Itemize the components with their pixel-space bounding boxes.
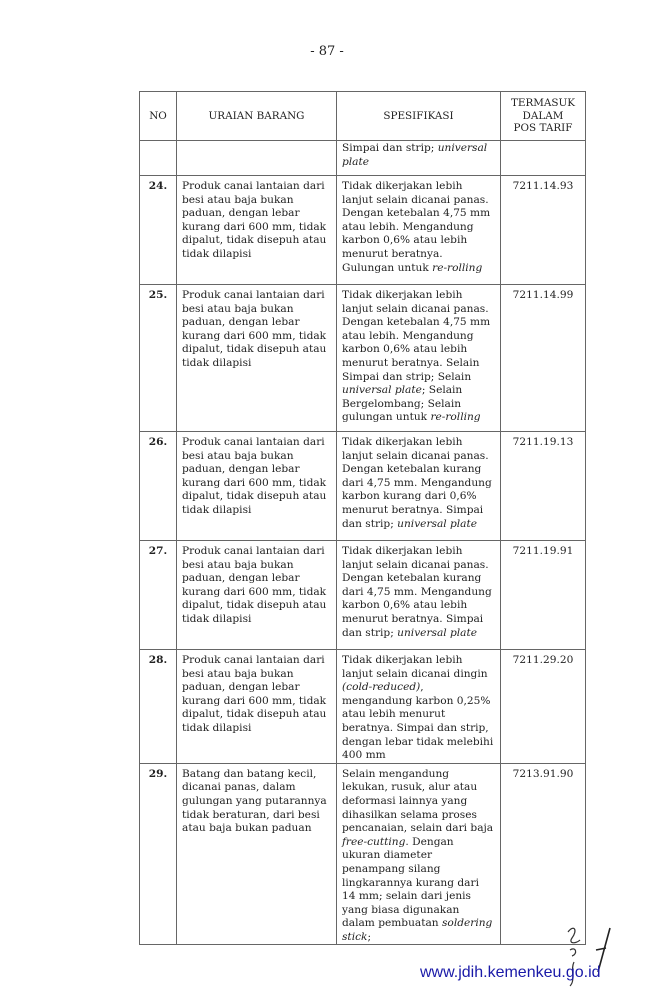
table-row: 28. Produk canai lantaian dari besi atau baja bukan paduan, dengan lebar kurang dari 600 mm, tidak dipalut, tidak disepuh atau tidak dilapisi Tidak dikerjakan lebih lanjut selain dicanai dingin (cold-reduced), mengandung karbon 0,25% atau lebih menurut beratnya. Simpai dan strip, dengan lebar tidak melebihi 400 mm 7211.29.20 xyxy=(140,650,586,764)
page-number: - 87 - xyxy=(310,44,344,59)
table-row: 24. Produk canai lantaian dari besi atau baja bukan paduan, dengan lebar kurang dari 600 mm, tidak dipalut, tidak disepuh atau tidak dilapisi Tidak dikerjakan lebih lanjut selain dicanai panas. Dengan ketebalan 4,75 mm atau lebih. Mengandung karbon 0,6% atau lebih menurut beratnya. Gulungan untuk re-rolling 7211.14.93 xyxy=(140,176,586,285)
header-pos-tarif: TERMASUK DALAM POS TARIF xyxy=(501,92,586,141)
header-no: NO xyxy=(140,92,177,141)
table-header xyxy=(140,92,586,141)
table-row: 26. Produk canai lantaian dari besi atau baja bukan paduan, dengan lebar kurang dari 600 mm, tidak dipalut, tidak disepuh atau tidak dilapisi Tidak dikerjakan lebih lanjut selain dicanai panas. Dengan ketebalan kurang dari 4,75 mm. Mengandung karbon kurang dari 0,6% menurut beratnya. Simpai dan strip; universal plate 7211.19.13 xyxy=(140,432,586,541)
table-row: 25. Produk canai lantaian dari besi atau baja bukan paduan, dengan lebar kurang dari 600 mm, tidak dipalut, tidak disepuh atau tidak dilapisi Tidak dikerjakan lebih lanjut selain dicanai panas. Dengan ketebalan 4,75 mm atau lebih. Mengandung karbon 0,6% atau lebih menurut beratnya. Selain Simpai dan strip; Selain universal plate; Selain Bergelombang; Selain gulungan untuk re-rolling 7211.14.99 xyxy=(140,285,586,432)
header-spesifikasi: SPESIFIKASI xyxy=(337,92,501,141)
spec-cell: Simpai dan strip; universal plate xyxy=(337,141,501,176)
table-row: 29. Batang dan batang kecil, dicanai panas, dalam gulungan yang putarannya tidak beraturan, dari besi atau baja bukan paduan Selain mengandung lekukan, rusuk, alur atau deformasi lainnya yang dihasilkan selama proses pencanaian, selain dari baja free-cutting. Dengan ukuran diameter penampang silang lingkarannya kurang dari 14 mm; selain dari jenis yang biasa digunakan dalam pembuatan soldering stick; 7213.91.90 xyxy=(140,763,586,945)
table-row-continuation xyxy=(140,141,586,176)
footer-url[interactable]: www.jdih.kemenkeu.go.id xyxy=(420,964,601,981)
header-uraian: URAIAN BARANG xyxy=(177,92,337,141)
tariff-table xyxy=(139,91,586,945)
table-row: 27. Produk canai lantaian dari besi atau baja bukan paduan, dengan lebar kurang dari 600 mm, tidak dipalut, tidak disepuh atau tidak dilapisi Tidak dikerjakan lebih lanjut selain dicanai panas. Dengan ketebalan kurang dari 4,75 mm. Mengandung karbon 0,6% atau lebih menurut beratnya. Simpai dan strip; universal plate 7211.19.91 xyxy=(140,541,586,650)
